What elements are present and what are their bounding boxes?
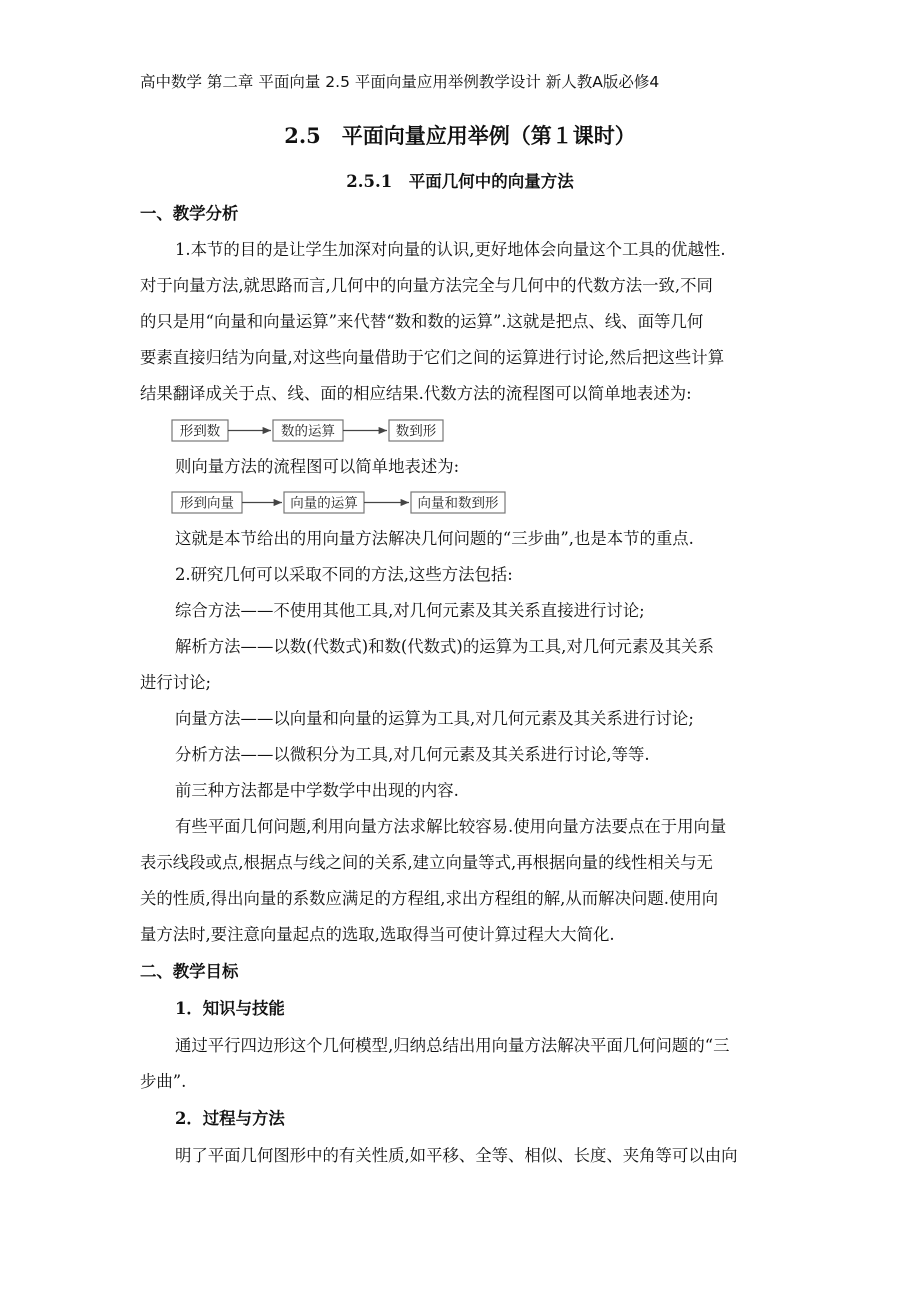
flow-box-label: 数到形 — [395, 423, 437, 440]
flow-box-label: 形到向量 — [180, 495, 234, 512]
paragraph-line: 的只是用“向量和向量运算”来代替“数和数的运算”.这就是把点、线、面等几何 — [140, 312, 704, 331]
paragraph-line: 步曲”. — [140, 1072, 187, 1091]
paragraph-line: 向量方法——以向量和向量的运算为工具,对几何元素及其关系进行讨论; — [175, 709, 694, 728]
page-subtitle: 2.5.1 平面几何中的向量方法 — [346, 172, 574, 191]
paragraph-line: 进行讨论; — [140, 673, 212, 692]
paragraph-line: 2.研究几何可以采取不同的方法,这些方法包括: — [175, 565, 513, 584]
paragraph-line: 明了平面几何图形中的有关性质,如平移、全等、相似、长度、夹角等可以由向 — [175, 1146, 738, 1165]
paragraph-line: 量方法时,要注意向量起点的选取,选取得当可使计算过程大大简化. — [140, 925, 615, 944]
flow-box-label: 形到数 — [179, 423, 221, 440]
section-heading-analysis: 一、教学分析 — [140, 204, 239, 223]
flow-box-label: 向量和数到形 — [417, 495, 499, 512]
paragraph-line: 有些平面几何问题,利用向量方法求解比较容易.使用向量方法要点在于用向量 — [175, 817, 727, 836]
vector-method-flowchart — [172, 492, 505, 513]
paragraph-line: 1.本节的目的是让学生加深对向量的认识,更好地体会向量这个工具的优越性. — [175, 240, 726, 259]
paragraph-line: 表示线段或点,根据点与线之间的关系,建立向量等式,再根据向量的线性相关与无 — [140, 853, 713, 872]
paragraph-line: 则向量方法的流程图可以简单地表述为: — [175, 457, 460, 476]
paragraph-line: 结果翻译成关于点、线、面的相应结果.代数方法的流程图可以简单地表述为: — [140, 384, 692, 403]
document-header: 高中数学 第二章 平面向量 2.5 平面向量应用举例教学设计 新人教A版必修4 — [140, 73, 660, 91]
algebra-method-flowchart — [172, 420, 443, 441]
paragraph-line: 综合方法——不使用其他工具,对几何元素及其关系直接进行讨论; — [175, 601, 645, 620]
subsection-heading-knowledge: 1．知识与技能 — [175, 999, 285, 1018]
paragraph-line: 这就是本节给出的用向量方法解决几何问题的“三步曲”,也是本节的重点. — [175, 529, 694, 548]
page-title: 2.5 平面向量应用举例（第１课时） — [284, 123, 636, 148]
paragraph-line: 关的性质,得出向量的系数应满足的方程组,求出方程组的解,从而解决问题.使用向 — [140, 889, 719, 908]
paragraph-line: 通过平行四边形这个几何模型,归纳总结出用向量方法解决平面几何问题的“三 — [175, 1036, 730, 1055]
paragraph-line: 分析方法——以微积分为工具,对几何元素及其关系进行讨论,等等. — [175, 745, 650, 764]
section-heading-goals: 二、教学目标 — [140, 962, 239, 981]
paragraph-line: 要素直接归结为向量,对这些向量借助于它们之间的运算进行讨论,然后把这些计算 — [140, 348, 725, 367]
subsection-heading-process: 2．过程与方法 — [175, 1109, 285, 1128]
paragraph-line: 解析方法——以数(代数式)和数(代数式)的运算为工具,对几何元素及其关系 — [175, 637, 714, 656]
flow-box-label: 数的运算 — [281, 423, 335, 440]
paragraph-line: 对于向量方法,就思路而言,几何中的向量方法完全与几何中的代数方法一致,不同 — [140, 276, 713, 295]
flow-box-label: 向量的运算 — [290, 495, 358, 512]
paragraph-line: 前三种方法都是中学数学中出现的内容. — [175, 781, 459, 800]
